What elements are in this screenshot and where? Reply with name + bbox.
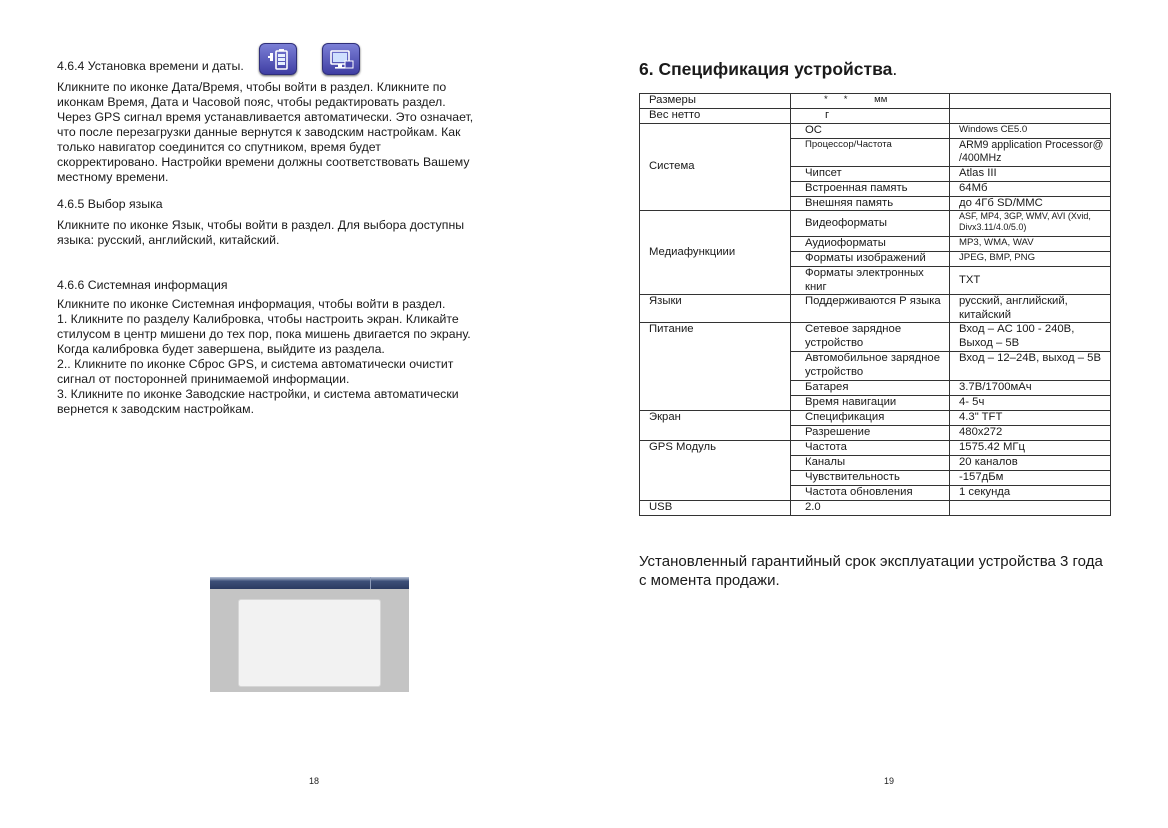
- spec-value: 1575.42 МГц: [950, 441, 1111, 456]
- spec-value: Atlas III: [950, 167, 1111, 182]
- page-number-left: 18: [309, 776, 320, 786]
- device-panel: [238, 599, 381, 687]
- spec-value: Вход – AC 100 - 240В, Выход – 5В: [950, 323, 1111, 352]
- text-line: 4.6.6 Системная информация: [57, 278, 228, 292]
- text-line: Кликните по иконке Системная информация, чтобы войти в раздел.: [57, 297, 446, 311]
- spec-name: Частота обновления: [791, 486, 950, 501]
- text-line: 3. Кликните по иконке Заводские настройки, и система автоматически: [57, 387, 459, 401]
- spec-name: Форматы электронных книг: [791, 267, 950, 295]
- table-row: [640, 411, 1111, 426]
- page-title: [639, 59, 897, 80]
- spec-value: TXT: [950, 267, 1111, 295]
- battery-icon[interactable]: [259, 43, 297, 75]
- spec-category: USB: [640, 501, 791, 516]
- table-row: [640, 501, 1111, 516]
- spec-value: -157дБм: [950, 471, 1111, 486]
- spec-name: Каналы: [791, 456, 950, 471]
- weight-value: г: [825, 109, 830, 121]
- text-line: 4.6.5 Выбор языка: [57, 197, 163, 211]
- spec-category: Вес нетто: [640, 109, 791, 124]
- spec-value: 2.0: [791, 501, 950, 516]
- table-row: [640, 94, 1111, 109]
- spec-category: Питание: [640, 323, 791, 411]
- device-screen-illustration: [210, 577, 409, 692]
- spec-name: Аудиоформаты: [791, 237, 950, 252]
- spec-value: ARM9 application Processor@ /400MHz: [950, 139, 1111, 167]
- text-line: 4.6.4 Установка времени и даты.: [57, 59, 244, 73]
- spec-name: Чувствительность: [791, 471, 950, 486]
- spec-name: Видеоформаты: [791, 211, 950, 237]
- title-text: 6. Спецификация устройства: [639, 59, 893, 79]
- spec-value: 4- 5ч: [950, 396, 1111, 411]
- spec-name: Батарея: [791, 381, 950, 396]
- spec-value: ASF, MP4, 3GP, WMV, AVI (Xvid, Divx3.11/4.0/5.0): [950, 211, 1111, 237]
- spec-category: GPS Модуль: [640, 441, 791, 501]
- table-row: [640, 441, 1111, 456]
- spec-category: Экран: [640, 411, 791, 441]
- spec-name: Внешняя память: [791, 196, 950, 211]
- spec-name: Встроенная память: [791, 181, 950, 196]
- text-line: языка: русский, английский, китайский.: [57, 233, 280, 247]
- spec-category: Система: [640, 124, 791, 211]
- spec-name: Автомобильное зарядное устройство: [791, 352, 950, 381]
- device-title-bar: [210, 577, 409, 589]
- spec-name: ОС: [791, 124, 950, 139]
- text-line: вернется к заводским настройкам.: [57, 402, 255, 416]
- heading-language: [57, 197, 537, 212]
- spec-category: Языки: [640, 295, 791, 323]
- text-line: Кликните по иконке Дата/Время, чтобы войти в раздел. Кликните по: [57, 80, 447, 94]
- spec-table: [639, 93, 1111, 516]
- spec-name: Чипсет: [791, 167, 950, 182]
- spec-empty-cell: [950, 109, 1111, 124]
- table-row: [640, 124, 1111, 139]
- spec-value: Windows CE5.0: [950, 124, 1111, 139]
- paragraph-system-info: [57, 297, 537, 417]
- spec-value: MP3, WMA, WAV: [950, 237, 1111, 252]
- spec-empty-cell: [950, 501, 1111, 516]
- spec-name: Разрешение: [791, 426, 950, 441]
- paragraph-language: [57, 218, 537, 248]
- text-line: Кликните по иконке Язык, чтобы войти в раздел. Для выбора доступны: [57, 218, 465, 232]
- page-number-right: 19: [884, 776, 895, 786]
- paragraph-time-date: [57, 80, 537, 185]
- table-row: [640, 323, 1111, 352]
- spec-name: Время навигации: [791, 396, 950, 411]
- spec-category: Размеры: [640, 94, 791, 109]
- spec-value: Вход – 12–24В, выход – 5В: [950, 352, 1111, 381]
- spec-name: Спецификация: [791, 411, 950, 426]
- spec-value: до 4Гб SD/MMC: [950, 196, 1111, 211]
- text-line: 2.. Кликните по иконке Сброс GPS, и система автоматически очистит: [57, 357, 454, 371]
- warranty-text: Установленный гарантийный срок эксплуатации устройства 3 года с момента продажи.: [639, 553, 1103, 589]
- spec-name: Процессор/Частота: [791, 139, 950, 167]
- text-line: 1. Кликните по разделу Калибровка, чтобы настроить экран. Кликайте: [57, 312, 459, 326]
- title-dot: .: [892, 59, 898, 79]
- text-line: сигнал от посторонней принимаемой информации.: [57, 372, 350, 386]
- spec-value: 4.3" TFT: [950, 411, 1111, 426]
- heading-system-info: [57, 278, 537, 293]
- spec-category: Медиафункциии: [640, 211, 791, 295]
- text-line: Через GPS сигнал время устанавливается автоматически. Это означает,: [57, 110, 474, 124]
- text-line: только навигатор соединится со спутником, время будет: [57, 140, 381, 154]
- heading-time-date: [57, 59, 537, 74]
- text-line: иконкам Время, Дата и Часовой пояс, чтобы редактировать раздел.: [57, 95, 446, 109]
- text-line: скорректировано. Настройки времени должны соответствовать Вашему: [57, 155, 470, 169]
- table-row: [640, 211, 1111, 237]
- spec-value: 20 каналов: [950, 456, 1111, 471]
- spec-value: [791, 109, 950, 124]
- spec-value: 480x272: [950, 426, 1111, 441]
- text-line: стилусом в центр мишени до тех пор, пока мишень двигается по экрану.: [57, 327, 471, 341]
- text-line: что после перезагрузки данные вернутся к заводским настройкам. Как: [57, 125, 461, 139]
- spec-name: Поддерживаются Р языка: [791, 295, 950, 323]
- spec-name: Форматы изображений: [791, 252, 950, 267]
- table-row: [640, 295, 1111, 323]
- spec-value: 1 секунда: [950, 486, 1111, 501]
- dimensions-value: * * мм: [824, 94, 888, 105]
- spec-value: русский, английский, китайский: [950, 295, 1111, 323]
- spec-name: Частота: [791, 441, 950, 456]
- spec-value: [791, 94, 950, 109]
- spec-value: JPEG, BMP, PNG: [950, 252, 1111, 267]
- text-line: местному времени.: [57, 170, 169, 184]
- spec-value: 64Мб: [950, 181, 1111, 196]
- text-line: Когда калибровка будет завершена, выйдите из раздела.: [57, 342, 385, 356]
- monitor-icon[interactable]: [322, 43, 360, 75]
- table-row: [640, 109, 1111, 124]
- spec-value: 3.7В/1700мАч: [950, 381, 1111, 396]
- spec-name: Сетевое зарядное устройство: [791, 323, 950, 352]
- spec-empty-cell: [950, 94, 1111, 109]
